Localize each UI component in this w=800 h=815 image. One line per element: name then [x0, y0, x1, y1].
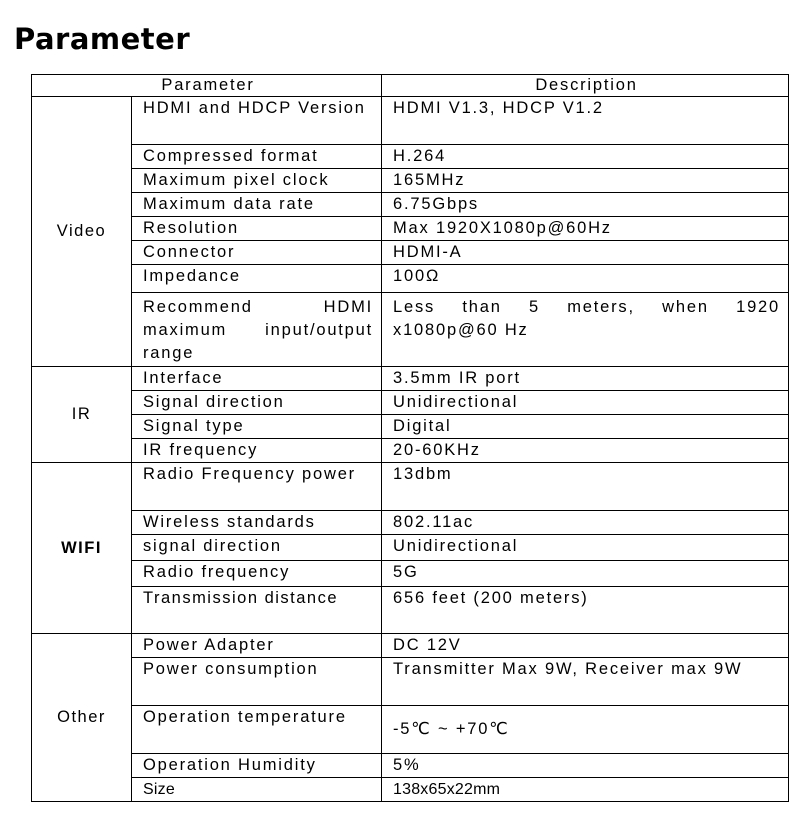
param-cell: Operation Humidity [132, 754, 382, 778]
param-cell: Resolution [132, 217, 382, 241]
table-row [32, 561, 789, 587]
table-row [32, 265, 789, 293]
desc-cell: Digital [382, 415, 789, 439]
param-cell: Wireless standards [132, 511, 382, 535]
param-cell: Transmission distance [132, 587, 382, 634]
desc-cell: Less than 5 meters, when 1920 x1080p@60 Hz [382, 293, 789, 367]
param-cell: Maximum pixel clock [132, 169, 382, 193]
table-row [32, 439, 789, 463]
param-cell: signal direction [132, 535, 382, 561]
desc-cell: 20-60KHz [382, 439, 789, 463]
desc-cell: Unidirectional [382, 535, 789, 561]
category-wifi: WIFI [32, 463, 132, 634]
header-row [32, 75, 789, 97]
table-row [32, 754, 789, 778]
table-row [32, 511, 789, 535]
param-cell: Signal type [132, 415, 382, 439]
desc-cell: 5% [382, 754, 789, 778]
desc-cell: HDMI-A [382, 241, 789, 265]
desc-cell: 802.11ac [382, 511, 789, 535]
table-row [32, 415, 789, 439]
table-row [32, 293, 789, 367]
param-cell: Interface [132, 367, 382, 391]
table-row [32, 587, 789, 634]
param-cell: Power consumption [132, 658, 382, 706]
table-row [32, 535, 789, 561]
param-cell: HDMI and HDCP Version [132, 97, 382, 145]
param-cell: Radio frequency [132, 561, 382, 587]
desc-cell: 656 feet (200 meters) [382, 587, 789, 634]
param-cell: Compressed format [132, 145, 382, 169]
table-row [32, 634, 789, 658]
table-row [32, 391, 789, 415]
table-row [32, 463, 789, 511]
param-cell: Operation temperature [132, 706, 382, 754]
desc-cell: H.264 [382, 145, 789, 169]
category-video: Video [32, 97, 132, 367]
header-parameter: Parameter [32, 75, 382, 97]
table-row [32, 706, 789, 754]
header-description: Description [382, 75, 789, 97]
spec-table [31, 74, 789, 802]
table-row [32, 217, 789, 241]
table-row [32, 778, 789, 802]
desc-cell: Transmitter Max 9W, Receiver max 9W [382, 658, 789, 706]
table-row [32, 367, 789, 391]
param-cell: Connector [132, 241, 382, 265]
table-row [32, 241, 789, 265]
table-row [32, 97, 789, 145]
param-cell: Radio Frequency power [132, 463, 382, 511]
param-cell: IR frequency [132, 439, 382, 463]
page-title: Parameter [14, 22, 191, 56]
table-row [32, 658, 789, 706]
desc-cell: DC 12V [382, 634, 789, 658]
desc-cell: 100Ω [382, 265, 789, 293]
desc-cell: HDMI V1.3, HDCP V1.2 [382, 97, 789, 145]
param-cell: Size [132, 778, 382, 802]
param-cell: Signal direction [132, 391, 382, 415]
desc-cell: -5℃ ~ +70℃ [382, 706, 789, 754]
category-ir: IR [32, 367, 132, 463]
param-cell: Impedance [132, 265, 382, 293]
desc-cell: 5G [382, 561, 789, 587]
table-row [32, 169, 789, 193]
desc-cell: Unidirectional [382, 391, 789, 415]
param-cell: Maximum data rate [132, 193, 382, 217]
desc-cell: Max 1920X1080p@60Hz [382, 217, 789, 241]
desc-cell: 138x65x22mm [382, 778, 789, 802]
desc-cell: 165MHz [382, 169, 789, 193]
desc-cell: 13dbm [382, 463, 789, 511]
desc-cell: 6.75Gbps [382, 193, 789, 217]
table-row [32, 145, 789, 169]
table-row [32, 193, 789, 217]
param-cell: Recommend HDMI maximum input/output range [132, 293, 382, 367]
category-other: Other [32, 634, 132, 802]
desc-cell: 3.5mm IR port [382, 367, 789, 391]
param-cell: Power Adapter [132, 634, 382, 658]
